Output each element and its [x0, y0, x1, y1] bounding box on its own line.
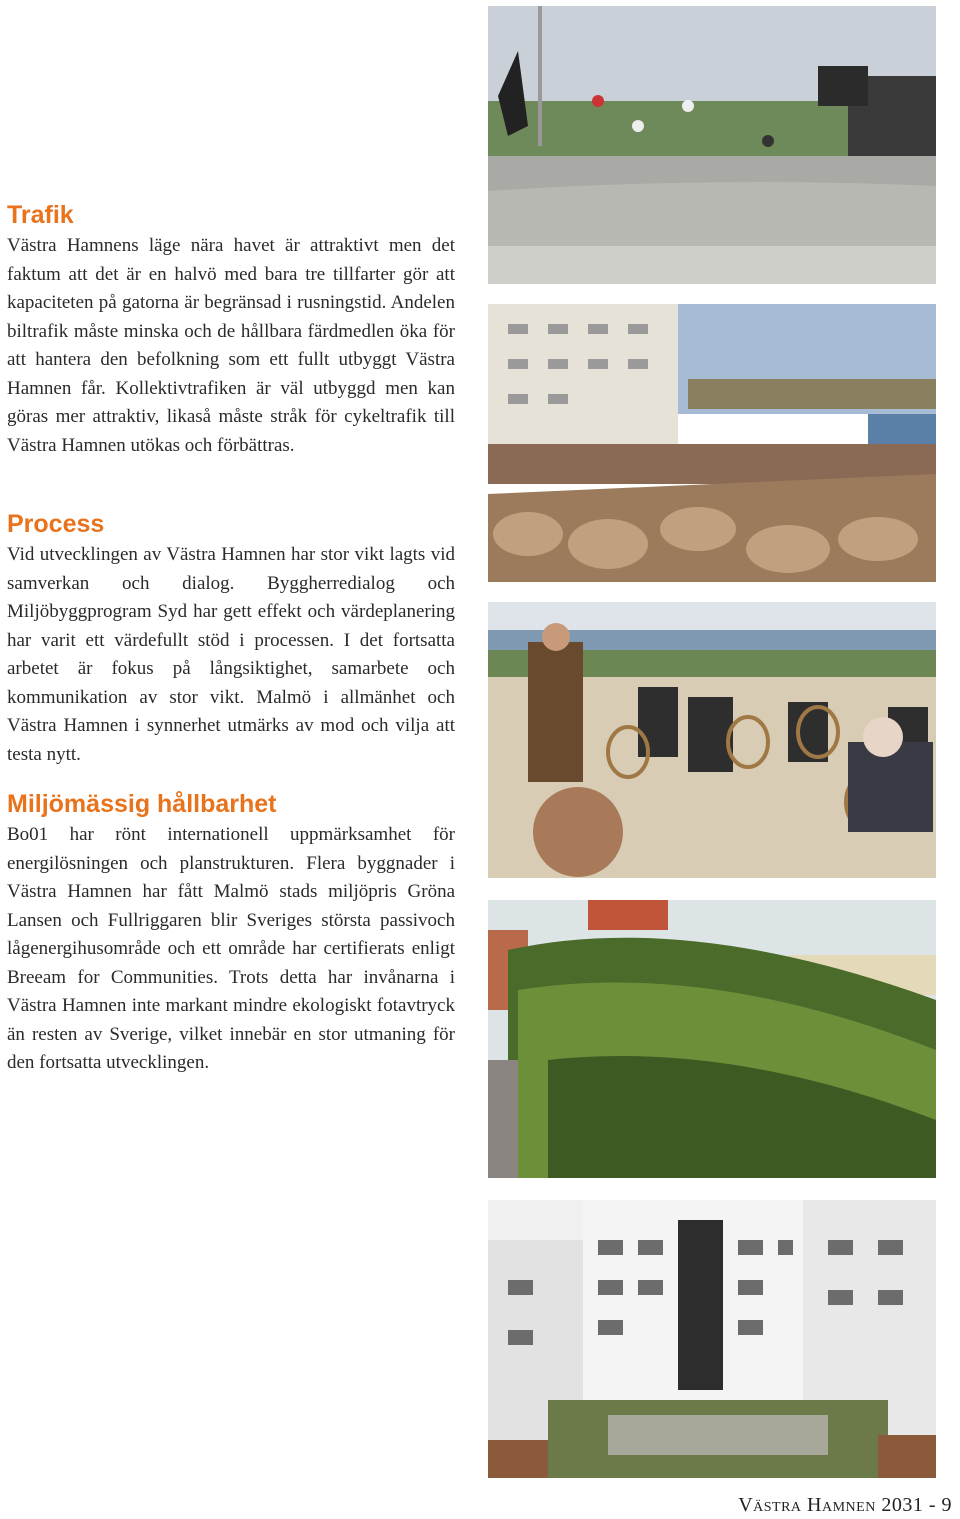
section-trafik	[7, 200, 455, 460]
photo-waterfront	[488, 304, 936, 582]
heading-miljo: Miljömässig hållbarhet	[7, 790, 277, 818]
section-process	[7, 509, 455, 769]
paragraph-process: Vid utvecklingen av Västra Hamnen har stor vikt lagts vid samverkan och dialog. Byggherredialog och Miljöbyggprogram Syd har gett effekt och värdeplanering har varit ett värdefullt stöd i processen. I det fortsatta arbetet är fokus på långsiktighet, samarbete och kommunikation av stor vikt. Malmö i allmänhet och Västra Hamnen i synnerhet utmärks av mod och vilja att testa nytt.	[7, 544, 455, 765]
photo-cafe	[488, 602, 936, 878]
footer-page-number: 2031 - 9	[881, 1494, 952, 1516]
heading-process: Process	[7, 510, 105, 538]
photo-green-roof	[488, 900, 936, 1178]
photo-courtyard	[488, 1200, 936, 1478]
paragraph-miljo: Bo01 har rönt internationell uppmärksamhet för energilösningen och planstrukturen. Flera byggnader i Västra Hamnen har fått Malmö stads miljöpris Gröna Lansen och Fullriggaren blir Sveriges största passivoch lågenergihusområde och ett område har certifierats enligt Breeam for Communities. Trots detta har invånarna i Västra Hamnen inte markant mindre ekologiskt fotavtryck än resten av Sverige, vilket innebär en stor utmaning för den fortsatta utvecklingen.	[7, 824, 455, 1073]
paragraph-trafik: Västra Hamnens läge nära havet är attraktivt men det faktum att det är en halvö med bara tre tillfarter gör att kapaciteten på gatorna är begränsad i rusningstid. Andelen biltrafik måste minska och de hållbara färdmedlen öka för att hantera den befolkning som ett fullt utbyggt Västra Hamnen får. Kollektivtrafiken är väl utbyggd men kan göras mer attraktiv, likaså måste stråk för cykeltrafik till Västra Hamnen utökas och förbättras.	[7, 235, 455, 456]
photo-skatepark	[488, 6, 936, 284]
section-miljo	[7, 789, 455, 1078]
footer-title: Västra Hamnen	[738, 1494, 876, 1516]
heading-trafik: Trafik	[7, 201, 74, 229]
page-footer	[738, 1494, 952, 1517]
